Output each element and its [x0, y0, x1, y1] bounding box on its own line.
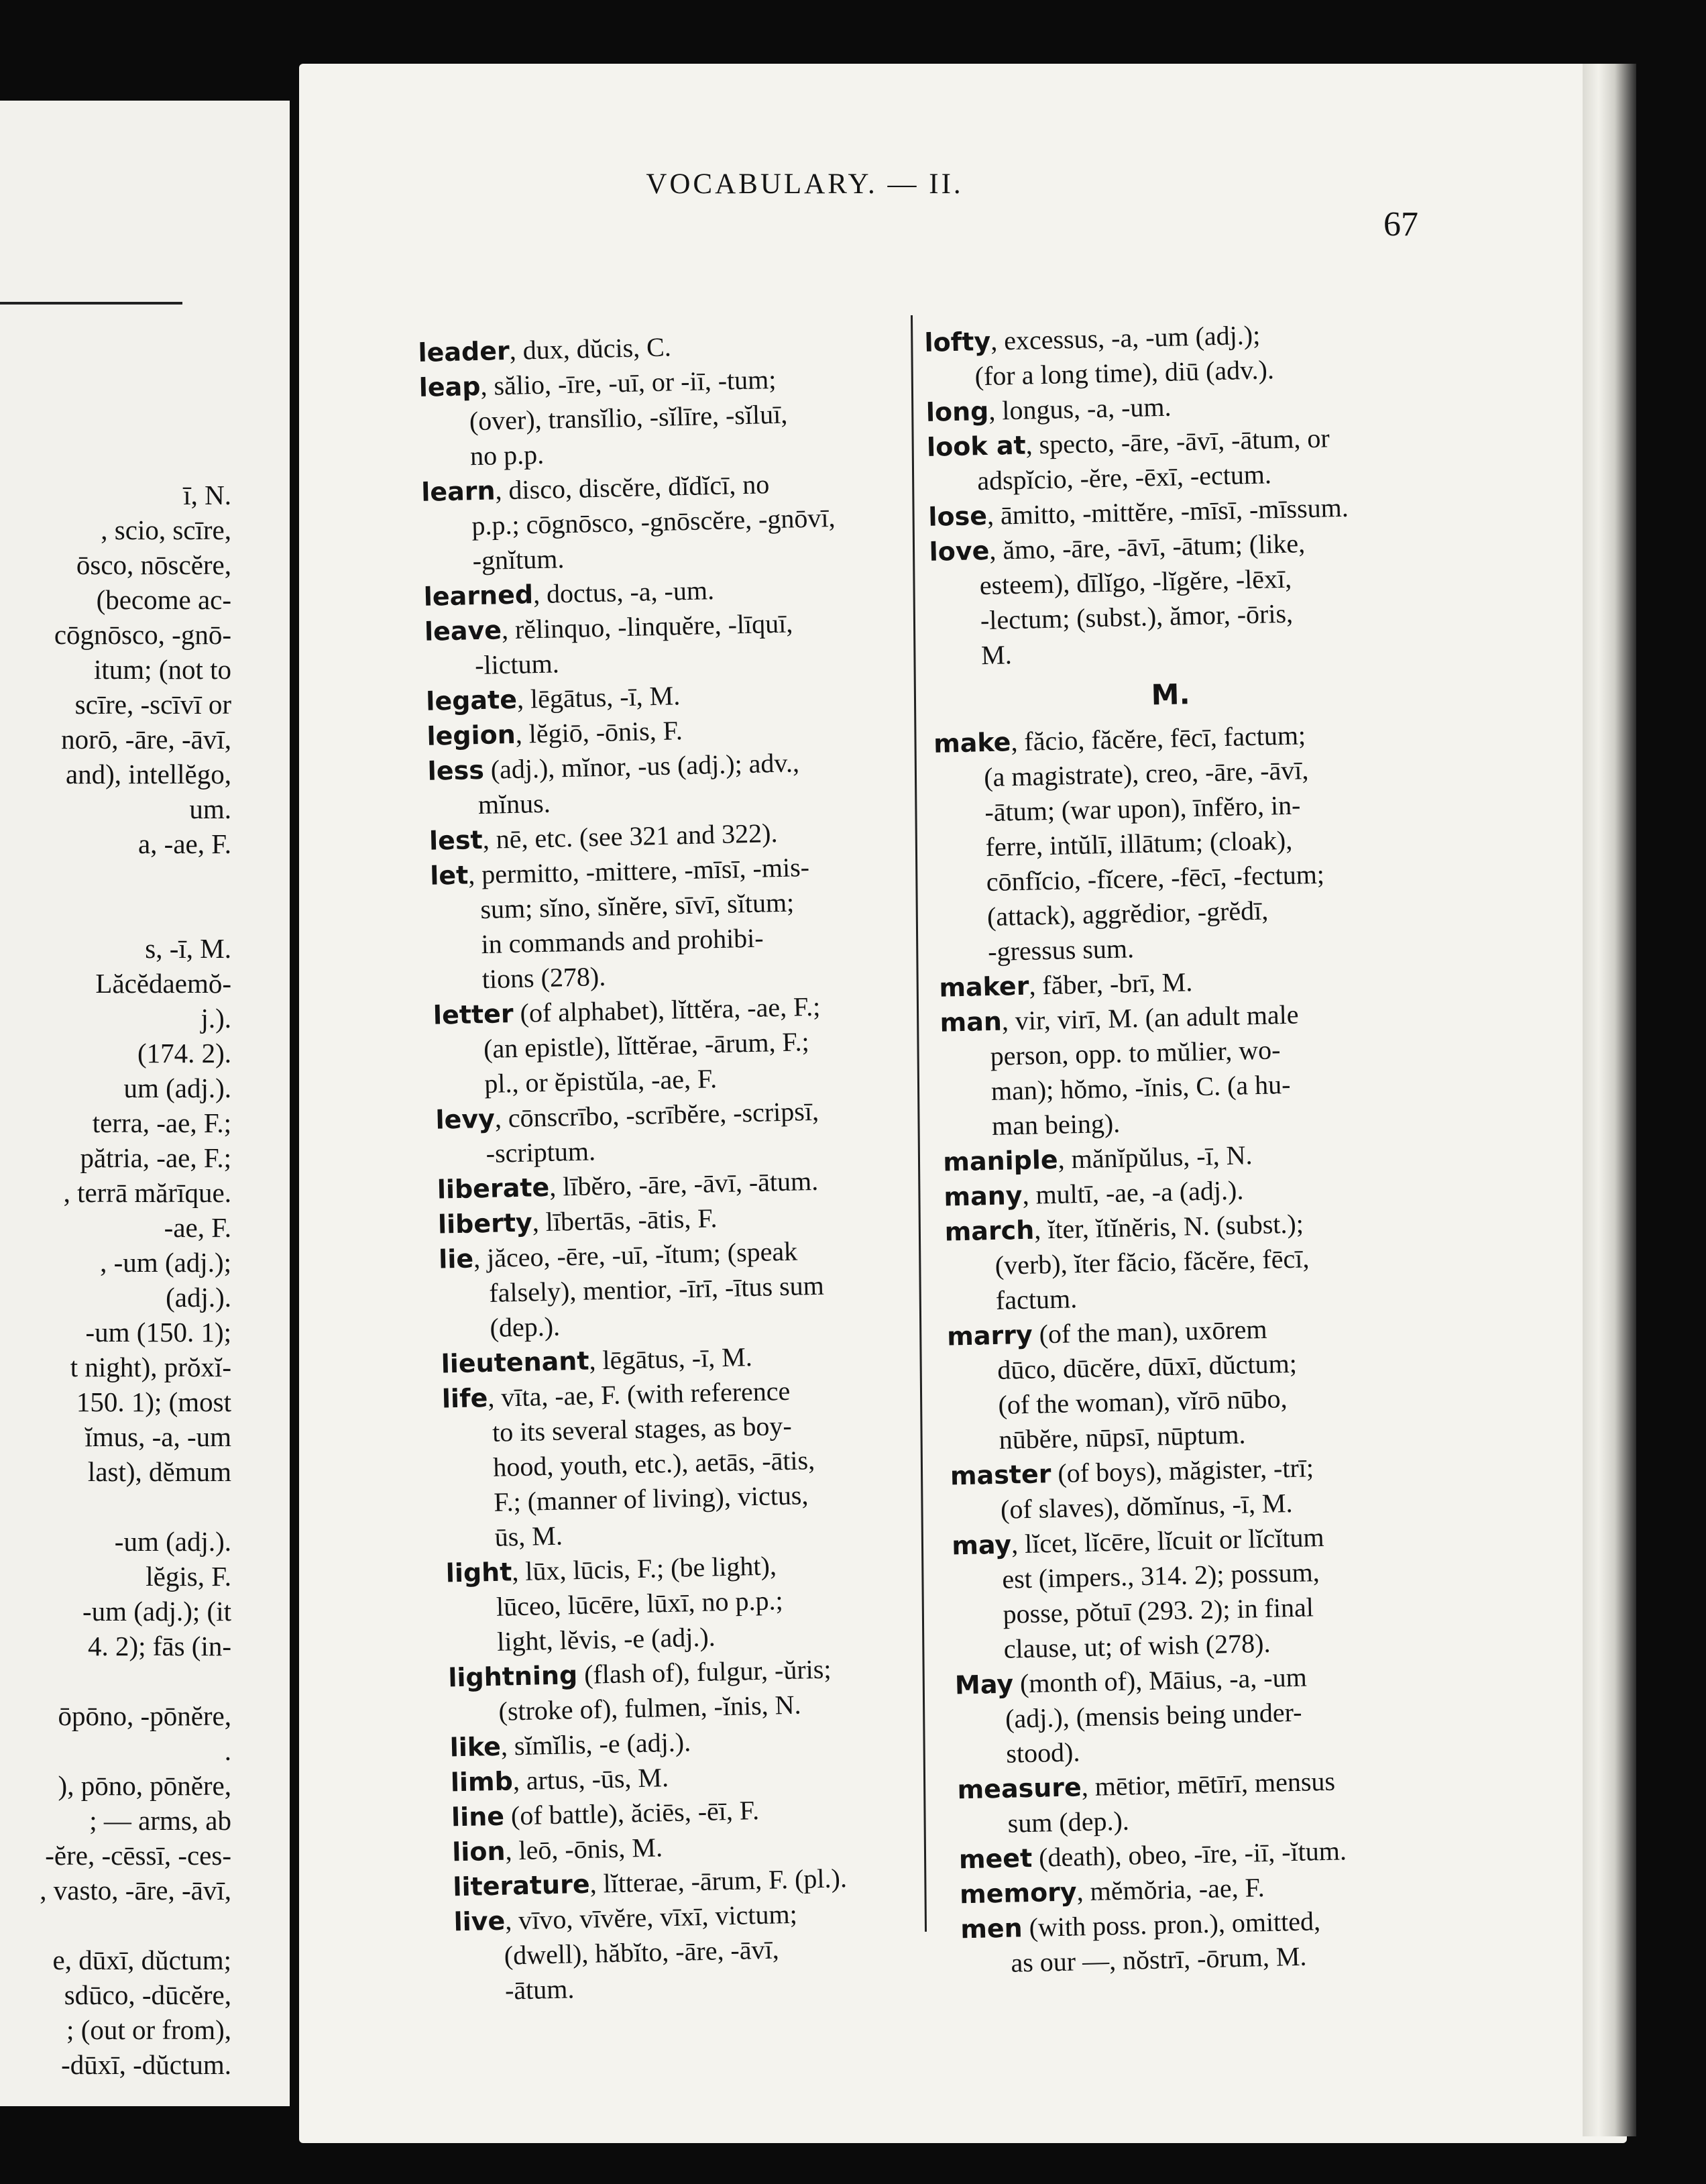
entry-definition: , ĭter, ĭtĭnĕris, N. (subst.);	[1033, 1208, 1304, 1245]
entry-definition: , vīvo, vīvĕre, vīxī, victum;	[504, 1898, 798, 1936]
entry-definition: , dux, dŭcis, C.	[509, 331, 672, 366]
page-edge	[1583, 64, 1636, 2136]
entry-definition: , sălio, -īre, -uī, or -iī, -tum;	[479, 364, 777, 401]
entry-headword: maker	[938, 971, 1029, 1003]
entry-definition: person, opp. to mŭlier, wo-	[990, 1034, 1281, 1072]
page-number: 67	[1383, 205, 1418, 243]
vocabulary-entry	[940, 995, 1419, 1145]
left-page-line: lĕgis, F.	[146, 1561, 231, 1592]
entry-definition: tions (278).	[481, 961, 606, 995]
vocabulary-entry	[435, 1091, 919, 1172]
left-page-line: , terrā mărīque.	[63, 1177, 231, 1208]
left-page-line	[0, 860, 231, 897]
entry-definition: (of slaves), dŏmĭnus, -ī, M.	[1000, 1487, 1293, 1525]
vocabulary-entry	[441, 1370, 928, 1555]
entry-definition: , multī, -ae, -a (adj.).	[1022, 1175, 1244, 1211]
entry-headword: levy	[435, 1103, 496, 1135]
entry-definition: to its several stages, as boy-	[492, 1410, 793, 1448]
entry-headword: lest	[429, 825, 484, 856]
entry-headword: liberate	[437, 1172, 550, 1205]
entry-headword: learn	[420, 476, 496, 507]
entry-headword: life	[441, 1383, 488, 1414]
entry-headword: live	[453, 1906, 506, 1937]
entry-definition: F.; (manner of living), victus,	[493, 1480, 809, 1517]
entry-definition: (of alphabet), lĭttĕra, -ae, F.;	[513, 991, 821, 1029]
entry-definition: M.	[980, 639, 1013, 671]
entry-headword: men	[960, 1913, 1023, 1945]
left-page-line: (become ac-	[96, 584, 231, 615]
entry-headword: light	[445, 1557, 512, 1588]
entry-definition: , āmitto, -mittĕre, -mīsī, -mīssum.	[986, 492, 1349, 531]
entry-definition: , rĕlinquo, -linquĕre, -līquī,	[501, 608, 793, 645]
left-page-line	[0, 895, 231, 932]
entry-definition: (verb), ĭter făcio, făcĕre, fēcī,	[994, 1243, 1310, 1280]
entry-definition: -ātum; (war upon), īnfĕro, in-	[984, 789, 1301, 828]
vocabulary-entry	[954, 1657, 1432, 1772]
left-page-line: 150. 1); (most	[76, 1386, 231, 1417]
left-page-line: scīre, -scīvī or	[74, 689, 231, 720]
left-page-line: last), dĕmum	[87, 1456, 231, 1487]
entry-definition: (with poss. pron.), omitted,	[1022, 1906, 1321, 1943]
entry-definition: (of the woman), vĭrō nūbo,	[998, 1383, 1288, 1420]
vocabulary-entry	[427, 743, 911, 824]
entry-definition: sum (dep.).	[1007, 1805, 1130, 1839]
entry-headword: limb	[450, 1766, 514, 1798]
vocabulary-entry	[960, 1901, 1438, 1981]
entry-definition: , mănĭpŭlus, -ī, N.	[1058, 1140, 1253, 1175]
entry-definition: , artus, -ūs, M.	[512, 1762, 669, 1796]
entry-definition: , mētior, mētīrī, mensus	[1081, 1765, 1336, 1802]
left-page-line: -um (adj.).	[114, 1526, 231, 1557]
entry-definition: ūs, M.	[494, 1520, 563, 1552]
vocabulary-entry	[927, 419, 1404, 500]
entry-definition: nūbĕre, nūpsī, nūptum.	[999, 1419, 1246, 1455]
left-page-line	[0, 1906, 231, 1944]
entry-headword: like	[449, 1731, 502, 1763]
vocabulary-entry	[439, 1231, 923, 1346]
entry-headword: may	[951, 1529, 1012, 1561]
entry-definition: (flash of), fulgur, -ŭris;	[577, 1653, 832, 1690]
entry-headword: lose	[927, 500, 988, 532]
entry-headword: legion	[427, 719, 516, 751]
entry-definition: , cōnscrībo, -scrībĕre, -scripsī,	[494, 1095, 819, 1134]
entry-headword: look at	[926, 430, 1027, 462]
vocabulary-entry	[453, 1894, 938, 2009]
left-page-line: itum; (not to	[94, 654, 231, 685]
entry-definition: falsely), mentior, -īrī, -ītus sum	[488, 1270, 825, 1308]
left-page-line: ĭmus, -a, -um	[84, 1421, 231, 1452]
entry-definition: , ămo, -āre, -āvī, -ātum; (like,	[988, 528, 1306, 565]
vocabulary-entry	[957, 1761, 1434, 1842]
entry-definition: (adj.), (mensis being under-	[1005, 1696, 1302, 1734]
entry-definition: lūceo, lūcēre, lūxī, no p.p.;	[496, 1585, 784, 1622]
left-page-line: ōsco, nōscĕre,	[76, 549, 231, 580]
entry-headword: May	[954, 1669, 1014, 1700]
entry-definition: -lictum.	[474, 648, 560, 681]
entry-headword: measure	[957, 1772, 1082, 1805]
entry-definition: , făcio, făcĕre, fēcī, factum;	[1010, 720, 1306, 757]
left-page-line: j.).	[201, 1003, 231, 1034]
entry-headword: leave	[424, 615, 502, 647]
vocabulary-entry	[944, 1204, 1422, 1319]
left-page-line: and), intellĕgo,	[65, 759, 231, 789]
entry-headword: lieutenant	[441, 1346, 589, 1379]
left-page-line: -um (adj.); (it	[82, 1596, 231, 1627]
left-page-line: sdūco, -dūcĕre,	[64, 1979, 231, 2010]
entry-definition: no p.p.	[469, 439, 545, 472]
entry-definition: p.p.; cōgnōsco, -gnōscĕre, -gnōvī,	[471, 502, 836, 541]
entry-definition: , disco, discĕre, dĭdĭcī, no	[494, 469, 770, 506]
left-page-line: e, dūxī, dŭctum;	[52, 1945, 231, 1975]
left-page-line: ), pōno, pōnĕre,	[58, 1770, 231, 1801]
entry-definition: , longus, -a, -um.	[988, 391, 1172, 426]
entry-definition: -lectum; (subst.), ămor, -ōris,	[980, 598, 1294, 636]
entry-definition: (dwell), hăbĭto, -āre, -āvī,	[504, 1934, 780, 1971]
entry-definition: stood).	[1005, 1737, 1080, 1769]
entry-headword: maniple	[942, 1144, 1059, 1177]
entry-definition: , jăceo, -ēre, -uī, -ĭtum; (speak	[473, 1236, 798, 1274]
entry-definition: (of the man), uxōrem	[1032, 1313, 1267, 1350]
left-page-line: ōpōno, -pōnĕre,	[58, 1700, 231, 1731]
entry-definition: posse, pŏtuī (293. 2); in final	[1003, 1592, 1314, 1629]
entry-definition: pl., or ĕpistŭla, -ae, F.	[484, 1063, 718, 1099]
vocabulary-entry	[445, 1545, 930, 1660]
left-page-line: -ĕre, -cēssī, -ces-	[45, 1840, 231, 1871]
entry-definition: (dep.).	[490, 1311, 561, 1343]
left-page-line: -dūxī, -dŭctum.	[61, 2049, 231, 2080]
entry-definition: , lĭtterae, -ārum, F. (pl.).	[589, 1863, 848, 1899]
entry-headword: legate	[425, 684, 518, 716]
entry-definition: clause, ut; of wish (278).	[1003, 1627, 1271, 1664]
left-page-line: ; (out or from),	[66, 2014, 231, 2045]
entry-headword: less	[427, 755, 485, 786]
entry-definition: , vīta, -ae, F. (with reference	[487, 1375, 791, 1413]
entry-definition: dūco, dūcĕre, dūxī, dŭctum;	[997, 1348, 1298, 1385]
entry-definition: (attack), aggrĕdior, -grĕdī,	[986, 895, 1269, 932]
vocabulary-entry	[448, 1649, 932, 1730]
left-page-line	[0, 1662, 231, 1700]
left-page-line: ī, N.	[183, 480, 231, 510]
entry-headword: memory	[959, 1877, 1078, 1910]
left-page-line: (adj.).	[166, 1282, 231, 1313]
entry-definition: est (impers., 314. 2); possum,	[1001, 1557, 1320, 1594]
entry-definition: , permitto, -mittere, -mīsī, -mis-	[467, 851, 810, 890]
entry-definition: (a magistrate), creo, -āre, -āvī,	[983, 755, 1309, 793]
entry-headword: march	[944, 1215, 1035, 1247]
entry-definition: hood, youth, etc.), aetās, -ātis,	[492, 1445, 815, 1482]
entry-definition: , lĕgiō, -ōnis, F.	[515, 715, 683, 749]
left-page-line: cōgnōsco, -gnō-	[54, 619, 231, 650]
vocabulary-entry	[424, 604, 908, 684]
left-page-line: terra, -ae, F.;	[92, 1107, 231, 1138]
left-page-line: ; — arms, ab	[89, 1805, 231, 1836]
entry-definition: (stroke of), fulmen, -ĭnis, N.	[498, 1689, 801, 1727]
entry-headword: learned	[423, 580, 534, 612]
entry-definition: ferre, intŭlī, illātum; (cloak),	[985, 824, 1293, 863]
left-page-line: t night), prŏxĭ-	[70, 1352, 231, 1382]
entry-headword: lofty	[924, 326, 991, 358]
entry-headword: lie	[438, 1244, 474, 1274]
entry-definition: (an epistle), lĭttĕrae, -ārum, F.;	[483, 1026, 810, 1064]
left-page-line: .	[224, 1735, 231, 1766]
entry-headword: make	[933, 727, 1011, 759]
entry-definition: , leō, -ōnis, M.	[504, 1832, 663, 1866]
entry-definition: light, lĕvis, -e (adj.).	[496, 1621, 716, 1657]
entry-headword: liberty	[437, 1207, 533, 1240]
left-page-line: Lăcĕdaemŏ-	[95, 968, 231, 999]
entry-definition: , excessus, -a, -um (adj.);	[990, 319, 1261, 356]
entry-definition: -ātum.	[504, 1973, 575, 2006]
vocabulary-column-left	[418, 325, 938, 2010]
entry-definition: (of battle), ăciēs, -ēī, F.	[504, 1795, 760, 1831]
entry-definition: (over), transĭlio, -sĭlīre, -sĭluī,	[469, 398, 788, 437]
entry-definition: -scriptum.	[486, 1136, 596, 1169]
entry-definition: -gressus sum.	[987, 933, 1135, 967]
entry-headword: leap	[418, 371, 481, 402]
left-page-line: a, -ae, F.	[137, 828, 231, 859]
vocabulary-entry	[430, 847, 916, 997]
entry-definition: esteem), dīlĭgo, -lĭgĕre, -lēxī,	[979, 563, 1292, 601]
entry-definition: (adj.), mĭnor, -us (adj.); adv.,	[484, 747, 800, 785]
left-page-line: -ae, F.	[164, 1212, 231, 1243]
entry-definition: , lĭcet, lĭcēre, lĭcuit or lĭcĭtum	[1011, 1521, 1325, 1560]
entry-definition: , vir, virī, M. (an adult male	[1001, 999, 1299, 1036]
left-page-line: um (adj.).	[123, 1073, 231, 1103]
entry-headword: line	[451, 1801, 505, 1833]
vocabulary-entry	[933, 716, 1415, 971]
left-page-line: (174. 2).	[137, 1038, 231, 1069]
left-page-line: norō, -āre, -āvī,	[61, 724, 231, 755]
left-page-line: um.	[189, 794, 231, 824]
entry-definition: , lēgātus, -ī, M.	[588, 1342, 753, 1376]
entry-definition: adspĭcio, -ĕre, -ēxī, -ectum.	[976, 459, 1272, 496]
left-page-line: -um (150. 1);	[85, 1317, 231, 1348]
entry-headword: letter	[433, 999, 514, 1030]
entry-definition: factum.	[995, 1283, 1078, 1315]
vocabulary-column-right	[924, 315, 1438, 1981]
entry-definition: mĭnus.	[477, 787, 551, 820]
entry-headword: man	[940, 1006, 1003, 1038]
entry-definition: , nē, etc. (see 321 and 322).	[482, 818, 778, 855]
left-page-line: s, -ī, M.	[145, 933, 231, 964]
entry-headword: lightning	[447, 1660, 578, 1693]
vocabulary-entry	[421, 464, 906, 580]
entry-definition: , făber, -brī, M.	[1028, 967, 1193, 1001]
entry-definition: (death), obeo, -īre, -iī, -ĭtum.	[1031, 1835, 1347, 1873]
entry-definition: , lēgātus, -ī, M.	[516, 680, 681, 714]
vocabulary-entry	[950, 1448, 1427, 1528]
vocabulary-entry	[952, 1517, 1431, 1668]
vocabulary-entry	[418, 360, 903, 475]
vocabulary-entry	[433, 987, 917, 1102]
entry-definition: , sĭmĭlis, -e (adj.).	[500, 1727, 691, 1761]
entry-headword: marry	[946, 1319, 1033, 1352]
entry-definition: cōnfĭcio, -fĭcere, -fēcī, -fectum;	[986, 859, 1325, 897]
left-page-line: 4. 2); fās (in-	[87, 1631, 231, 1661]
entry-definition: man); hŏmo, -ĭnis, C. (a hu-	[990, 1069, 1291, 1107]
left-page-line: , scio, scīre,	[101, 514, 231, 545]
entry-headword: love	[929, 535, 990, 567]
left-page-line	[0, 1488, 231, 1525]
entry-definition: (of boys), măgister, -trī;	[1050, 1452, 1314, 1489]
entry-definition: (month of), Māius, -a, -um	[1013, 1661, 1308, 1699]
left-page-line: , vasto, -āre, -āvī,	[40, 1875, 231, 1906]
vocabulary-entry	[924, 315, 1402, 395]
entry-headword: leader	[418, 335, 510, 368]
entry-headword: long	[925, 396, 989, 427]
vocabulary-entry	[947, 1309, 1426, 1459]
entry-definition: , mĕmŏria, -ae, F.	[1076, 1872, 1265, 1907]
entry-definition: sum; sĭno, sĭnĕre, sīvī, sĭtum;	[479, 887, 795, 925]
entry-definition: -gnĭtum.	[472, 543, 565, 576]
entry-definition: , doctus, -a, -um.	[532, 575, 715, 610]
left-page-rule	[0, 302, 182, 305]
entry-definition: , lūx, lūcis, F.; (be light),	[511, 1550, 777, 1587]
entry-headword: master	[950, 1459, 1051, 1491]
left-page-line: pătria, -ae, F.;	[80, 1142, 231, 1173]
section-letter: M.	[1151, 677, 1191, 712]
entry-headword: lion	[451, 1836, 506, 1867]
left-page-line: , -um (adj.);	[100, 1247, 231, 1278]
entry-definition: as our —, nŏstrī, -ōrum, M.	[1010, 1941, 1307, 1978]
entry-headword: many	[943, 1181, 1023, 1212]
entry-headword: literature	[452, 1869, 591, 1902]
entry-definition: , lībertās, -ātis, F.	[532, 1203, 718, 1238]
entry-definition: , specto, -āre, -āvī, -ātum, or	[1025, 423, 1330, 460]
entry-headword: let	[429, 860, 469, 891]
entry-definition: in commands and prohibi-	[481, 922, 764, 960]
entry-definition: (for a long time), diū (adv.).	[974, 354, 1275, 392]
entry-definition: , lībĕro, -āre, -āvī, -ātum.	[549, 1165, 819, 1202]
vocabulary-entry	[929, 524, 1408, 674]
entry-definition: man being).	[991, 1107, 1121, 1142]
running-head: VOCABULARY. — II.	[646, 168, 964, 200]
left-page	[0, 101, 290, 2106]
entry-headword: meet	[958, 1843, 1033, 1875]
